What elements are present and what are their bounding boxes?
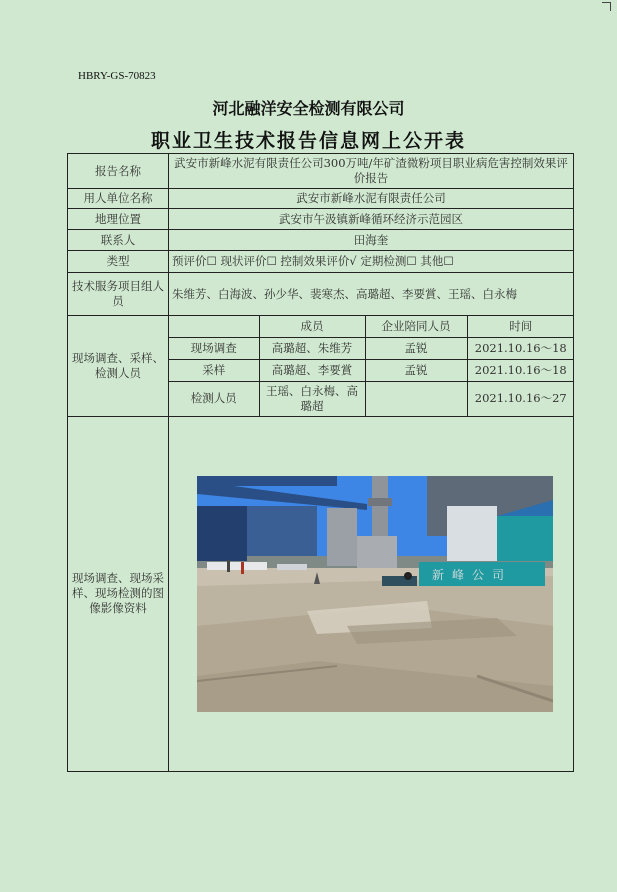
field-staff-cell [169,316,574,417]
type-label: 类型 [68,251,169,273]
employer-value: 武安市新峰水泥有限责任公司 [169,189,574,209]
photo-sign-text: 新峰公司 [432,568,513,582]
field-members: 王瑶、白永梅、高璐超 [259,381,365,416]
field-time: 2021.10.16～27 [467,381,574,416]
field-staff-label: 现场调查、采样、检测人员 [68,316,169,417]
team-label: 技术服务项目组人员 [68,273,169,316]
employer-label: 用人单位名称 [68,189,169,209]
location-value: 武安市午汲镇新峰循环经济示范园区 [169,209,574,230]
field-header-time: 时间 [467,316,574,337]
report-name-value: 武安市新峰水泥有限责任公司300万吨/年矿渣微粉项目职业病危害控制效果评价报告 [169,154,574,189]
contact-label: 联系人 [68,230,169,251]
company-name: 河北融洋安全检测有限公司 [212,99,405,118]
field-role: 检测人员 [169,381,259,416]
page-corner-mark [602,2,611,11]
field-escort [365,381,467,416]
field-escort: 孟锐 [365,359,467,381]
field-time: 2021.10.16～18 [467,359,574,381]
field-time: 2021.10.16～18 [467,337,574,359]
field-members: 高璐超、李要賞 [259,359,365,381]
field-header-empty [169,316,259,337]
location-label: 地理位置 [68,209,169,230]
field-staff-table [169,316,574,416]
field-header-members: 成员 [259,316,365,337]
site-photo [197,476,553,712]
field-escort: 孟锐 [365,337,467,359]
field-header-escort: 企业陪同人员 [365,316,467,337]
contact-value: 田海奎 [169,230,574,251]
report-name-label: 报告名称 [68,154,169,189]
type-value: 预评价☐ 现状评价☐ 控制效果评价√ 定期检测☐ 其他☐ [169,251,574,273]
field-members: 高璐超、朱维芳 [259,337,365,359]
team-value: 朱维芳、白海波、孙少华、裴寒杰、高璐超、李要賞、王瑶、白永梅 [169,273,574,316]
images-label: 现场调查、现场采样、现场检测的图像影像资料 [68,416,169,771]
document-code: HBRY-GS-70823 [78,70,156,82]
page-title: 职业卫生技术报告信息网上公开表 [150,130,466,152]
field-role: 采样 [169,359,259,381]
field-role: 现场调查 [169,337,259,359]
